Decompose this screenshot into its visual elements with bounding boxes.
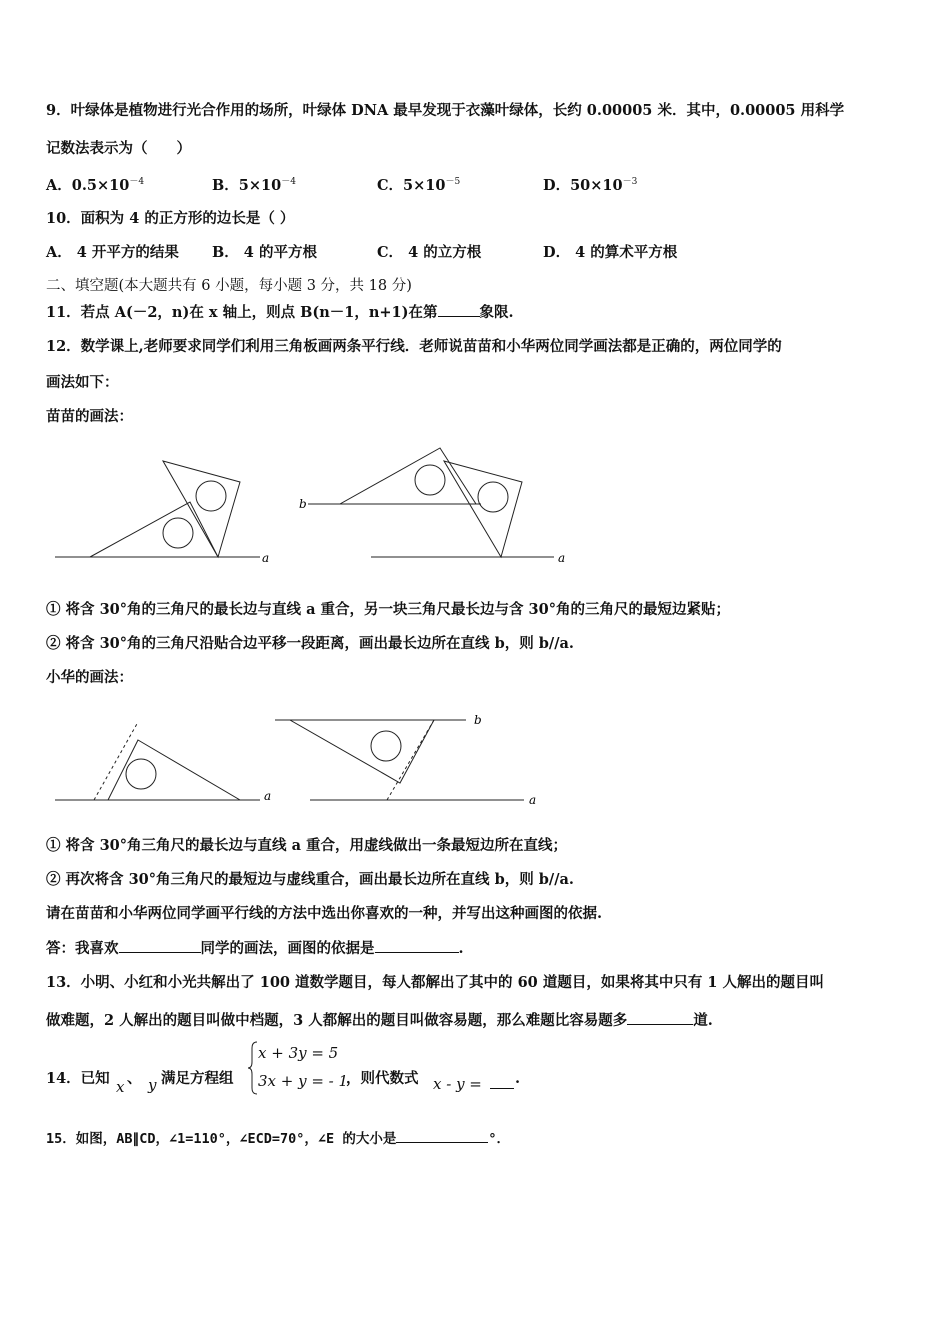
- q15-text-post: °．: [488, 1131, 510, 1147]
- q9-option-a-exponent: －4: [129, 177, 145, 187]
- q14-equation-2: 3x + y = - 1: [258, 1072, 349, 1090]
- q9-stem-line1: 9．叶绿体是植物进行光合作用的场所，叶绿体 DNA 最早发现于衣藻叶绿体，长约 0.00005 米．其中，0.00005 用科学: [46, 102, 845, 119]
- q12-miaomiao-title: 苗苗的画法：: [46, 408, 133, 425]
- q12-answer-pre: 答：我喜欢: [46, 940, 119, 957]
- fig2-label-b: b: [299, 497, 307, 511]
- q10-option-a[interactable]: A． 4 开平方的结果: [46, 244, 179, 261]
- triangle-ruler: [290, 720, 434, 783]
- q12-stem-line1: 12．数学课上,老师要求同学们利用三角板画两条平行线．老师说苗苗和小华两位同学画法都是正确的，两位同学的: [46, 338, 782, 355]
- q9-option-c-text: C．5×10: [377, 176, 446, 194]
- q9-option-d-text: D．50×10: [543, 176, 623, 194]
- q14-text-mid: 满足方程组: [161, 1070, 234, 1087]
- q12-answer-post: .: [458, 940, 464, 957]
- fig4-label-a: a: [529, 793, 537, 807]
- q12-answer-mid: 同学的画法，画图的依据是: [200, 940, 375, 957]
- q14-equation-1: x + 3y = 5: [258, 1044, 339, 1062]
- xiaohua-figure-2: [272, 708, 552, 807]
- fig3-label-a: a: [264, 789, 272, 803]
- q10-stem: 10．面积为 4 的正方形的边长是（ ）: [46, 210, 295, 227]
- dashed-guide-line: [94, 722, 138, 800]
- fig1-label-a: a: [262, 551, 270, 565]
- q12-miaomiao-step2: ② 将含 30°角的三角尺沿贴合边平移一段距离，画出最长边所在直线 b，则 b//a.: [46, 635, 574, 652]
- q9-option-c[interactable]: [377, 172, 460, 196]
- q14-var-y: y: [148, 1076, 157, 1094]
- q13-text-post: 道.: [693, 1012, 713, 1029]
- q12-xiaohua-step2: ② 再次将含 30°角三角尺的最短边与虚线重合，画出最长边所在直线 b，则 b//a.: [46, 871, 574, 888]
- q9-option-d[interactable]: [543, 172, 637, 196]
- triangle-ruler-fixed: [444, 461, 522, 557]
- q15-stem: [46, 1128, 510, 1149]
- q9-stem-line2: 记数法表示为（ ）: [46, 140, 191, 157]
- q12-answer-blank-1[interactable]: [119, 938, 201, 953]
- q12-answer-blank-2[interactable]: [375, 938, 459, 953]
- triangle-ruler-top: [163, 461, 240, 557]
- triangle-ruler-translated: [340, 448, 476, 504]
- q12-answer-line: [46, 938, 464, 959]
- q11-text-post: 象限.: [479, 304, 514, 321]
- q13-stem-line1: 13．小明、小红和小光共解出了 100 道数学题目，每人都解出了其中的 60 道题目，如果将其中只有 1 人解出的题目叫: [46, 974, 824, 991]
- q12-instruction: 请在苗苗和小华两位同学画平行线的方法中选出你喜欢的一种，并写出这种画图的依据.: [46, 905, 603, 922]
- q15-answer-blank[interactable]: [396, 1128, 488, 1143]
- q12-xiaohua-title: 小华的画法：: [46, 669, 133, 686]
- q13-answer-blank[interactable]: [627, 1010, 693, 1025]
- q14-text-end: .: [515, 1070, 521, 1087]
- q14-text-post: ，则代数式: [346, 1070, 419, 1087]
- q9-option-d-exponent: －3: [622, 177, 638, 187]
- q14-var-x: x: [116, 1078, 125, 1096]
- q11-stem: [46, 302, 514, 323]
- miaomiao-figure-2: [296, 440, 576, 567]
- q12-xiaohua-step1: ① 将含 30°角三角尺的最长边与直线 a 重合，用虚线做出一条最短边所在直线；: [46, 837, 568, 854]
- q9-option-b-text: B．5×10: [212, 176, 282, 194]
- q9-option-b[interactable]: [212, 172, 296, 196]
- q14-expression: x - y =: [433, 1075, 482, 1093]
- fig4-label-b: b: [474, 713, 482, 727]
- q9-option-a-text: A．0.5×10: [46, 176, 130, 194]
- q13-stem-line2: [46, 1010, 713, 1031]
- q9-option-c-exponent: －5: [445, 177, 461, 187]
- miaomiao-figure-1: [50, 452, 280, 567]
- q11-text-pre: 11．若点 A(－2，n)在 x 轴上，则点 B(n－1，n+1)在第: [46, 304, 438, 321]
- q13-text-pre: 做难题，2 人解出的题目叫做中档题，3 人都解出的题目叫做容易题，那么难题比容易题多: [46, 1012, 628, 1029]
- triangle-ruler-bottom: [90, 502, 218, 557]
- q14-text-pre: 14．已知: [46, 1070, 110, 1087]
- q10-option-b[interactable]: B． 4 的平方根: [212, 244, 317, 261]
- q10-option-c[interactable]: C． 4 的立方根: [377, 244, 482, 261]
- q9-option-b-exponent: －4: [281, 177, 296, 187]
- q12-miaomiao-step1: ① 将含 30°角的三角尺的最长边与直线 a 重合，另一块三角尺最长边与含 30°角的三角尺的最短边紧贴；: [46, 601, 730, 618]
- q12-stem-line2: 画法如下：: [46, 374, 119, 391]
- q11-answer-blank[interactable]: [438, 302, 480, 317]
- q10-option-d[interactable]: D． 4 的算术平方根: [543, 244, 678, 261]
- q14-answer-blank[interactable]: [490, 1074, 514, 1089]
- q9-option-a[interactable]: [46, 172, 144, 196]
- xiaohua-figure-1: [50, 712, 280, 807]
- section-heading-fill-in: 二、填空题(本大题共有 6 小题，每小题 3 分，共 18 分): [46, 278, 412, 294]
- triangle-ruler: [108, 740, 240, 800]
- fig2-label-a: a: [558, 551, 566, 565]
- q15-text-pre: 15．如图，AB∥CD，∠1=110°，∠ECD=70°，∠E 的大小是: [46, 1131, 397, 1147]
- dashed-guide-line: [387, 720, 434, 800]
- q14-separator: 、: [127, 1070, 142, 1087]
